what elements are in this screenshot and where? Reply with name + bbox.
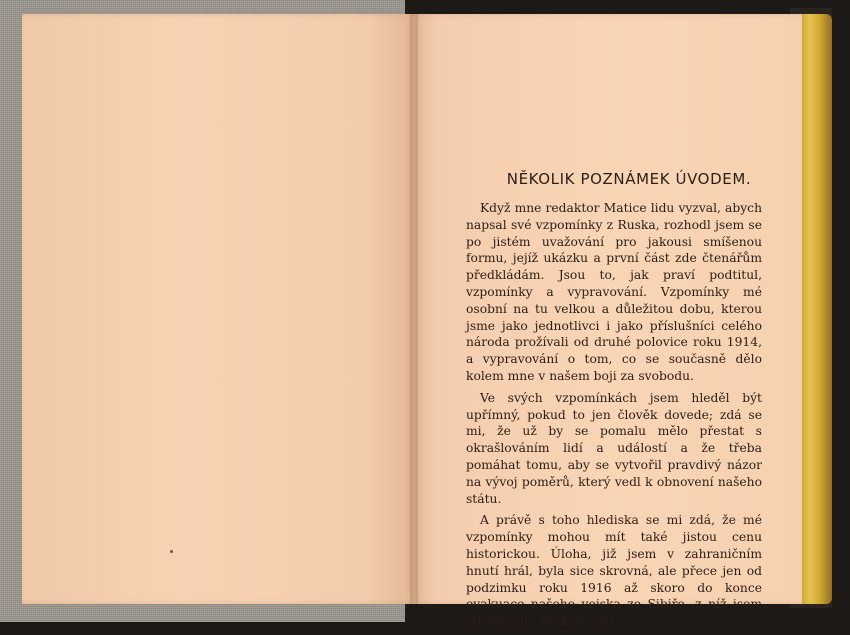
- chapter-heading: NĚKOLIK POZNÁMEK ÚVODEM.: [506, 170, 752, 188]
- page-block-edge: [800, 14, 832, 604]
- paper-speck: [170, 550, 173, 553]
- paragraph-3: A právě s toho hlediska se mi zdá, že mé vzpomínky mohou mít také jistou cenu historickou. Úloha, již jsem v zahraničním hnutí hrál, byla sice skrovná, ale přece jen od podzimku roku 1916 až skoro do konce evakuace našeho vojska ze Sibiře, z níž jsem odejel s 12. plukem, byl: [466, 513, 762, 629]
- paragraph-2: Ve svých vzpomínkách jsem hleděl být upřímný, pokud to jen člověk dovede; zdá se mi, že už by se pomalu mělo přestat s okrašlováním lidí a událostí a že třeba pomáhat tomu, aby se vytvořil pravdivý názor na vývoj poměrů, který vedl k obnovení našeho státu.: [466, 390, 762, 506]
- left-page-blank: [22, 14, 414, 604]
- body-text: [466, 200, 762, 635]
- paragraph-1: Když mne redaktor Matice lidu vyzval, abych napsal své vzpomínky z Ruska, rozhodl jsem se po jistém uvažování pro jakousi smíšenou formu, jejíž ukázku a první část zde čtenářům předkládám. Jsou to, jak praví podtitul, vzpomínky a vypravování. Vzpomínky mé osobní na tu velkou a důležitou dobu, kterou jsme jako jednotlivci i jako příslušníci celého národa prožívali od druhé polovice roku 1914, a vypravování o tom, co se současně dělo kolem mne v našem boji za svobodu.: [466, 201, 762, 383]
- book-gutter: [410, 14, 418, 604]
